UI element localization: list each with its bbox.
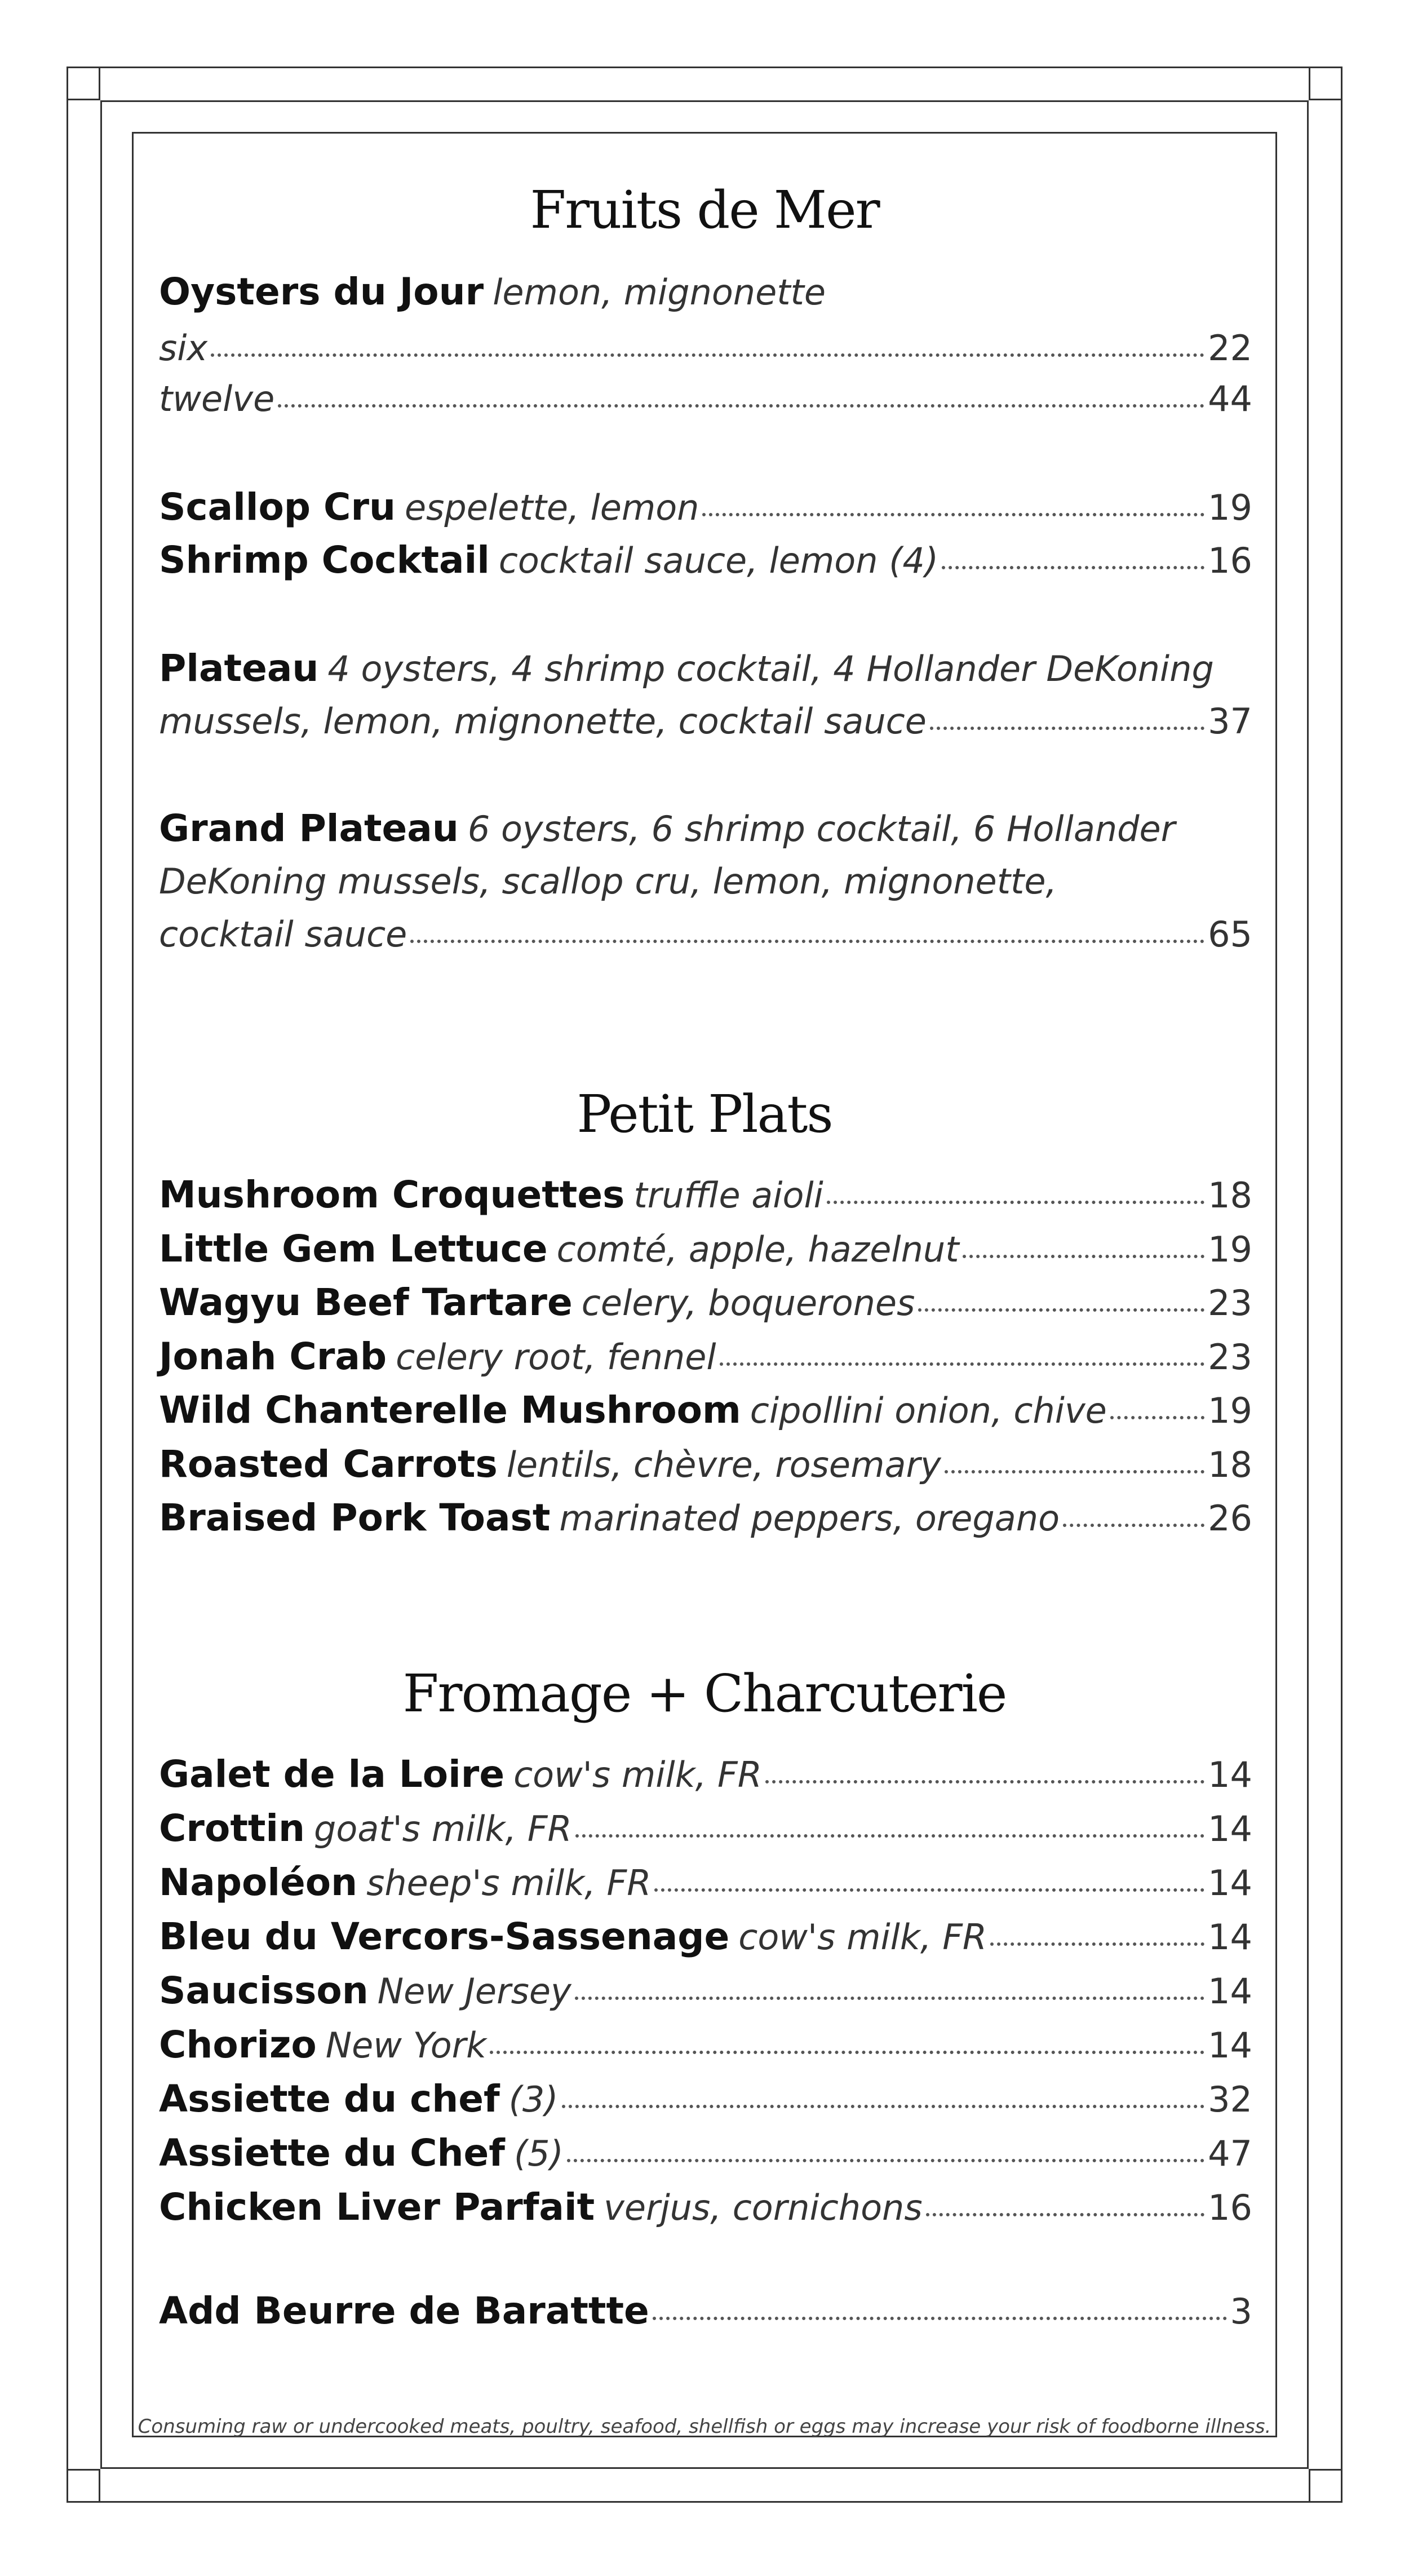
item-name: Wagyu Beef Tartare bbox=[159, 1281, 573, 1324]
dot-leader bbox=[926, 2211, 1204, 2216]
menu-item bbox=[159, 1330, 1252, 1384]
menu-item bbox=[159, 1491, 1252, 1545]
item-price: 23 bbox=[1208, 1282, 1252, 1324]
menu-item-plateau bbox=[159, 641, 1252, 696]
item-price: 14 bbox=[1208, 1971, 1252, 2012]
menu-item-grand-plateau-cont bbox=[159, 855, 1252, 909]
dot-leader bbox=[990, 1940, 1204, 1946]
dot-leader bbox=[1063, 1521, 1204, 1527]
item-name: Assiette du Chef bbox=[159, 2131, 505, 2175]
item-description: mussels, lemon, mignonette, cocktail sauce bbox=[159, 701, 927, 742]
menu-item bbox=[159, 1222, 1252, 1276]
item-description: New York bbox=[325, 2025, 487, 2066]
item-description: cocktail sauce, lemon (4) bbox=[498, 540, 939, 581]
item-price: 3 bbox=[1230, 2291, 1252, 2332]
dot-leader bbox=[827, 1198, 1204, 1204]
menu-item bbox=[159, 1437, 1252, 1491]
menu-item bbox=[159, 1856, 1252, 1910]
item-price: 14 bbox=[1208, 1754, 1252, 1795]
dot-leader bbox=[930, 724, 1204, 730]
item-price: 18 bbox=[1208, 1175, 1252, 1216]
item-description: cipollini onion, chive bbox=[750, 1390, 1107, 1431]
item-name: Saucisson bbox=[159, 1969, 369, 2012]
item-name: Scallop Cru bbox=[159, 485, 396, 529]
item-name: Mushroom Croquettes bbox=[159, 1173, 625, 1216]
item-price: 32 bbox=[1208, 2079, 1252, 2120]
item-price: 19 bbox=[1208, 1228, 1252, 1270]
menu-item bbox=[159, 1383, 1252, 1437]
item-price: 47 bbox=[1208, 2133, 1252, 2174]
item-description: lentils, chèvre, rosemary bbox=[506, 1444, 941, 1485]
menu-item bbox=[159, 2018, 1252, 2072]
item-description: sheep's milk, FR bbox=[366, 1862, 652, 1904]
dot-leader bbox=[490, 2048, 1204, 2054]
item-price: 19 bbox=[1208, 1390, 1252, 1431]
section-title-fruits-de-mer: Fruits de Mer bbox=[530, 180, 879, 240]
item-price: 19 bbox=[1208, 487, 1252, 528]
dot-leader bbox=[567, 2157, 1204, 2162]
item-price: 14 bbox=[1208, 1808, 1252, 1849]
item-description: 6 oysters, 6 shrimp cocktail, 6 Hollander bbox=[467, 808, 1176, 849]
dot-leader bbox=[702, 511, 1204, 516]
item-price: 14 bbox=[1208, 1916, 1252, 1958]
dot-leader bbox=[211, 351, 1204, 357]
dot-leader bbox=[654, 1886, 1204, 1892]
item-description: (5) bbox=[513, 2133, 564, 2174]
item-description: cow's milk, FR bbox=[738, 1916, 987, 1958]
item-description: DeKoning mussels, scallop cru, lemon, mignonette, bbox=[159, 861, 1057, 902]
section-title-fromage-charcuterie: Fromage + Charcuterie bbox=[402, 1663, 1007, 1724]
item-name: Plateau bbox=[159, 647, 319, 690]
item-price: 65 bbox=[1208, 914, 1252, 955]
item-price: 23 bbox=[1208, 1336, 1252, 1378]
corner-notch-top-right bbox=[1309, 67, 1342, 100]
item-name: Wild Chanterelle Mushroom bbox=[159, 1388, 741, 1432]
corner-notch-bottom-left bbox=[67, 2469, 100, 2503]
item-price: 14 bbox=[1208, 1862, 1252, 1904]
item-name: Bleu du Vercors-Sassenage bbox=[159, 1915, 730, 1958]
item-name: Chicken Liver Parfait bbox=[159, 2185, 595, 2229]
dot-leader bbox=[918, 1306, 1204, 1312]
corner-notch-top-left bbox=[67, 67, 100, 100]
dot-leader bbox=[575, 1832, 1204, 1838]
menu-item bbox=[159, 1802, 1252, 1856]
item-description: verjus, cornichons bbox=[604, 2187, 923, 2228]
item-description: celery, boquerones bbox=[581, 1282, 915, 1324]
dot-leader bbox=[278, 402, 1204, 408]
item-name: Add Beurre de Barattte bbox=[159, 2289, 649, 2332]
item-name: Roasted Carrots bbox=[159, 1442, 498, 1486]
item-name: Chorizo bbox=[159, 2023, 317, 2066]
menu-item-grand-plateau bbox=[159, 802, 1252, 856]
item-description: New Jersey bbox=[377, 1971, 571, 2012]
menu-item-oysters-twelve bbox=[159, 372, 1252, 426]
item-price: 22 bbox=[1208, 327, 1252, 369]
menu-item-scallop-cru bbox=[159, 480, 1252, 534]
menu-item-plateau-cont bbox=[159, 694, 1252, 749]
item-description: (3) bbox=[508, 2079, 559, 2120]
dot-leader bbox=[562, 2103, 1205, 2108]
menu-item-oysters-six bbox=[159, 321, 1252, 375]
dot-leader bbox=[942, 564, 1204, 569]
menu-item bbox=[159, 1747, 1252, 1802]
menu-item-shrimp-cocktail bbox=[159, 533, 1252, 587]
item-price: 14 bbox=[1208, 2025, 1252, 2066]
item-price: 37 bbox=[1208, 701, 1252, 742]
dot-leader bbox=[765, 1778, 1204, 1783]
menu-item bbox=[159, 1168, 1252, 1222]
item-price: 26 bbox=[1208, 1498, 1252, 1539]
section-title-petit-plats: Petit Plats bbox=[577, 1084, 832, 1144]
item-name: Little Gem Lettuce bbox=[159, 1227, 548, 1271]
item-name: Assiette du chef bbox=[159, 2077, 500, 2121]
item-name: Napoléon bbox=[159, 1861, 358, 1904]
menu-item bbox=[159, 1910, 1252, 1964]
corner-notch-bottom-right bbox=[1309, 2469, 1342, 2503]
item-name: Braised Pork Toast bbox=[159, 1496, 551, 1539]
menu-item bbox=[159, 2126, 1252, 2180]
dot-leader bbox=[1110, 1414, 1204, 1419]
item-name: Galet de la Loire bbox=[159, 1752, 505, 1796]
item-price: 16 bbox=[1208, 2187, 1252, 2228]
menu-item bbox=[159, 1276, 1252, 1330]
item-description: lemon, mignonette bbox=[493, 272, 826, 313]
item-description: 4 oysters, 4 shrimp cocktail, 4 Hollander DeKoning bbox=[327, 648, 1214, 689]
item-description: cocktail sauce bbox=[159, 914, 407, 955]
menu-item bbox=[159, 2180, 1252, 2234]
item-description: marinated peppers, oregano bbox=[559, 1498, 1060, 1539]
item-name: Shrimp Cocktail bbox=[159, 538, 490, 582]
menu-item-grand-plateau-cont2 bbox=[159, 908, 1252, 962]
menu-item-oysters bbox=[159, 265, 1252, 319]
menu-item bbox=[159, 1964, 1252, 2018]
disclaimer: Consuming raw or undercooked meats, poultry, seafood, shellfish or eggs may increase your risk of foodborne illness. bbox=[138, 2415, 1271, 2438]
item-price: 16 bbox=[1208, 540, 1252, 581]
item-name: Oysters du Jour bbox=[159, 270, 484, 313]
item-name: Jonah Crab bbox=[159, 1334, 387, 1378]
item-description: espelette, lemon bbox=[404, 487, 699, 528]
dot-leader bbox=[945, 1468, 1204, 1473]
item-option: twelve bbox=[159, 378, 275, 419]
item-description: comté, apple, hazelnut bbox=[556, 1228, 959, 1270]
dot-leader bbox=[575, 1994, 1204, 2000]
item-description: celery root, fennel bbox=[396, 1336, 716, 1378]
dot-leader bbox=[653, 2314, 1227, 2320]
item-option: six bbox=[159, 327, 208, 369]
dot-leader bbox=[410, 937, 1204, 943]
item-price: 44 bbox=[1208, 378, 1252, 419]
item-description: truffle aioli bbox=[633, 1175, 823, 1216]
menu-item-beurre bbox=[159, 2284, 1252, 2338]
item-description: goat's milk, FR bbox=[314, 1808, 572, 1849]
dot-leader bbox=[963, 1252, 1205, 1258]
menu-item bbox=[159, 2072, 1252, 2126]
dot-leader bbox=[720, 1360, 1204, 1366]
item-description: cow's milk, FR bbox=[513, 1754, 762, 1795]
item-name: Grand Plateau bbox=[159, 807, 459, 850]
item-price: 18 bbox=[1208, 1444, 1252, 1485]
item-name: Crottin bbox=[159, 1807, 305, 1850]
